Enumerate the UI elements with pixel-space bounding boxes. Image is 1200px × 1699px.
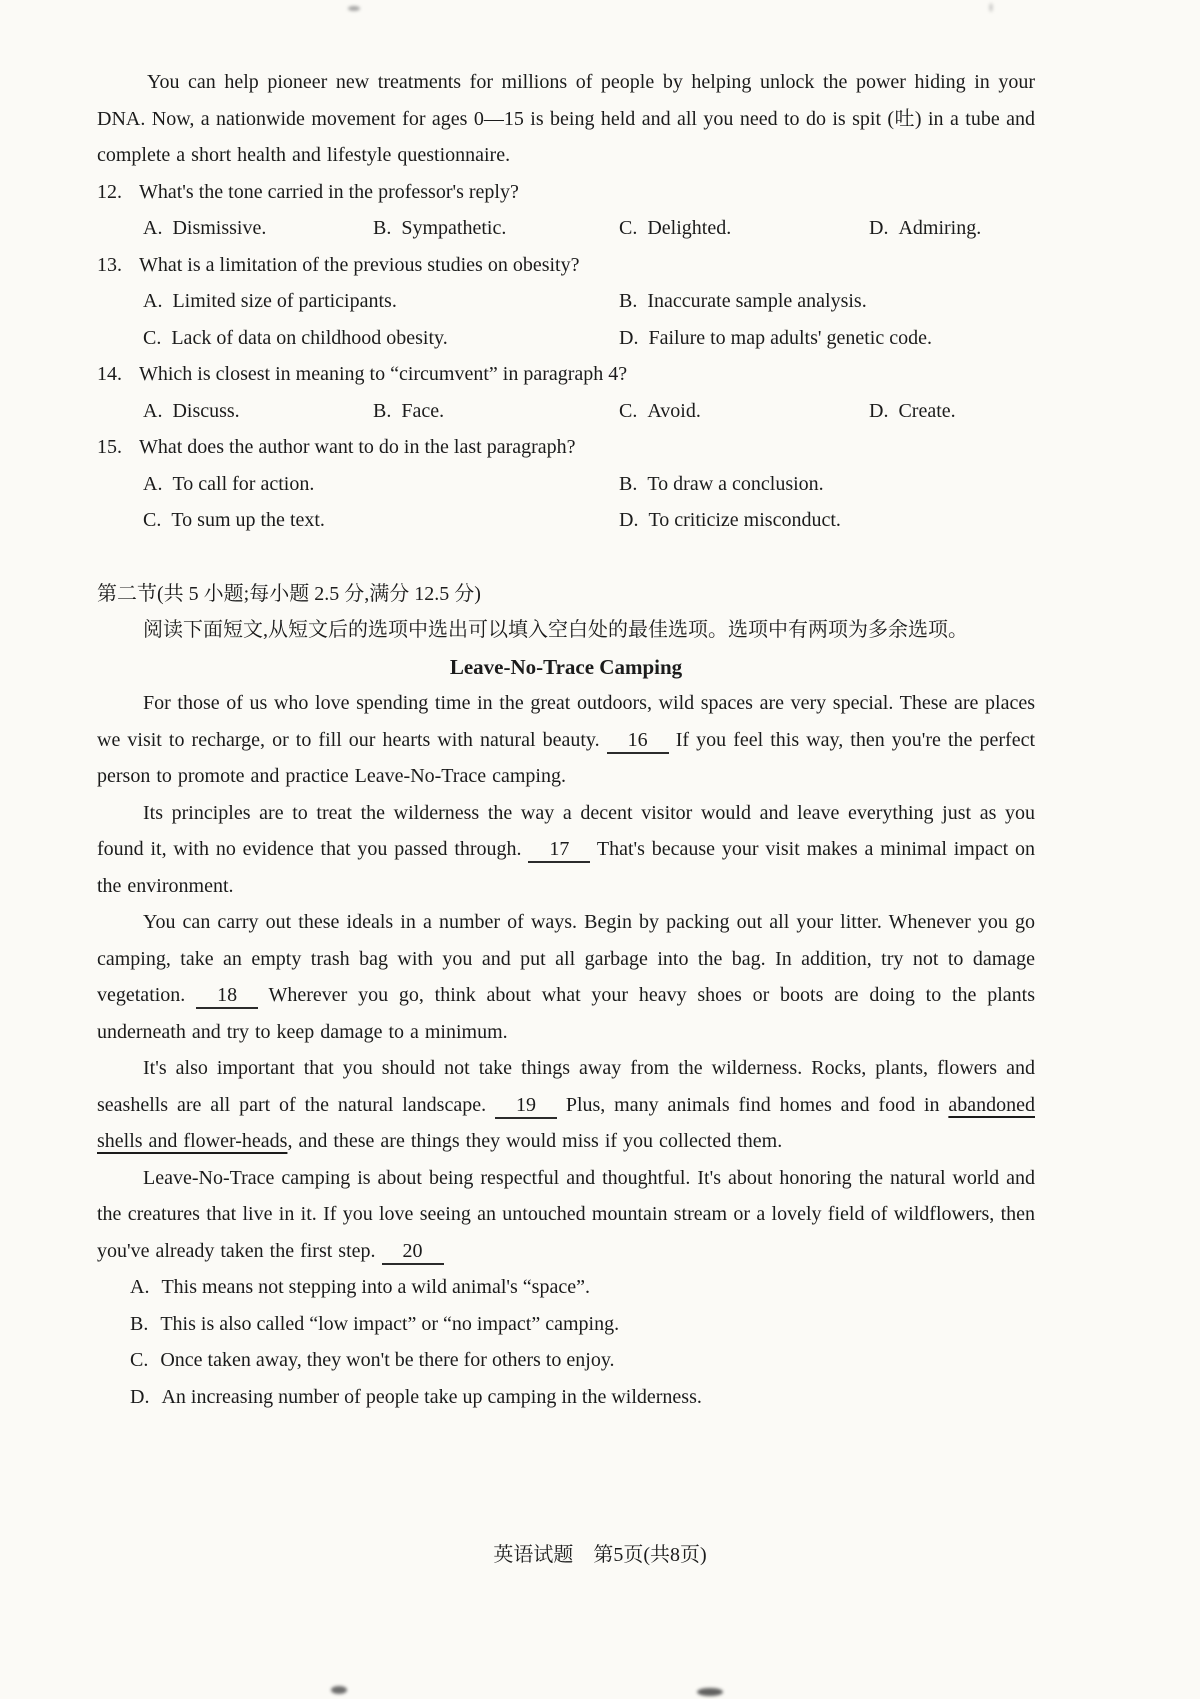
paragraph-text: Its principles are to treat the wilderness the way a decent visitor would and leave everything just as you found it, with no evidence that you passed through. — [97, 801, 1035, 860]
passage-paragraph-1 — [97, 685, 1035, 795]
option-a — [143, 393, 373, 430]
option-text: To criticize misconduct. — [648, 509, 841, 531]
question-14-options — [97, 393, 1035, 430]
page-footer: 英语试题 第5页(共8页) — [493, 1544, 707, 1566]
question-text: What's the tone carried in the professor's reply? — [139, 180, 519, 203]
option-label: D. — [619, 326, 639, 349]
paragraph-text: , and these are things they would miss if you collected them. — [287, 1130, 783, 1152]
option-label: D. — [869, 399, 889, 422]
section-instruction: 阅读下面短文,从短文后的选项中选出可以填入空白处的最佳选项。选项中有两项为多余选项。 — [143, 619, 968, 641]
option-text: Limited size of participants. — [172, 290, 397, 312]
paragraph-text: If you feel this way, then you're the perfect person to promote and practice Leave-No-Trace camping. — [97, 728, 1035, 787]
option-a — [143, 466, 619, 503]
option-label: A. — [143, 290, 163, 312]
option-label: A. — [143, 399, 163, 422]
option-text: Face. — [401, 399, 445, 422]
option-text: To call for action. — [172, 472, 315, 495]
choice-label: C. — [130, 1349, 149, 1371]
option-text: Avoid. — [647, 399, 701, 422]
option-d — [869, 210, 1035, 247]
question-text: What does the author want to do in the last paragraph? — [139, 436, 576, 458]
option-c — [143, 320, 619, 357]
paragraph-text: That's because your visit makes a minimal impact on the environment. — [97, 838, 1035, 897]
option-text: Discuss. — [172, 399, 240, 422]
question-13 — [97, 247, 1035, 357]
question-15-stem — [97, 429, 1035, 466]
paragraph-text: Plus, many animals find homes and food in — [556, 1093, 949, 1116]
scan-artifact — [697, 1688, 723, 1696]
page-content — [97, 64, 1035, 1415]
question-14 — [97, 356, 1035, 429]
option-b — [373, 210, 619, 247]
choice-text: This is also called “low impact” or “no impact” camping. — [160, 1312, 620, 1335]
question-number: 12. — [97, 180, 122, 203]
blank-17: 17 — [528, 838, 590, 863]
choice-a — [130, 1269, 1035, 1306]
question-text: What is a limitation of the previous studies on obesity? — [139, 253, 580, 276]
option-text: To draw a conclusion. — [647, 472, 824, 495]
option-text: Lack of data on childhood obesity. — [171, 326, 448, 349]
option-text: Delighted. — [647, 217, 732, 239]
gap-fill-choices — [97, 1269, 1035, 1415]
option-d — [619, 320, 1035, 357]
option-text: Inaccurate sample analysis. — [647, 290, 867, 312]
option-c — [619, 393, 869, 430]
option-label: D. — [619, 509, 639, 531]
passage-paragraph-5 — [97, 1160, 1035, 1270]
choice-text: Once taken away, they won't be there for others to enjoy. — [160, 1349, 615, 1371]
question-text: Which is closest in meaning to “circumvent” in paragraph 4? — [139, 363, 628, 385]
option-label: A. — [143, 217, 163, 239]
underlined-phrase: abandoned shells and flower-heads — [97, 1093, 1035, 1152]
question-12-options — [97, 210, 1035, 247]
blank-20: 20 — [382, 1240, 444, 1265]
option-d — [619, 502, 1035, 539]
blank-16: 16 — [607, 729, 669, 754]
passage-paragraph-3 — [97, 904, 1035, 1050]
blank-18: 18 — [196, 984, 258, 1009]
option-label: C. — [619, 217, 638, 239]
paragraph-text: You can carry out these ideals in a number of ways. Begin by packing out all your litter. Whenever you go camping, take an empty trash bag with you and put all garbage into the bag. In addition, try not to damage vegetation. — [97, 911, 1035, 1006]
option-text: To sum up the text. — [171, 509, 325, 531]
scan-artifact — [989, 3, 993, 12]
option-b — [619, 283, 1035, 320]
option-label: C. — [143, 509, 162, 531]
question-12-stem — [97, 174, 1035, 211]
option-label: B. — [619, 290, 638, 312]
question-14-stem — [97, 356, 1035, 393]
option-label: B. — [373, 217, 392, 239]
option-text: Admiring. — [898, 217, 982, 239]
option-c — [619, 210, 869, 247]
question-number: 14. — [97, 363, 122, 385]
option-b — [373, 393, 619, 430]
paragraph-text: Leave-No-Trace camping is about being respectful and thoughtful. It's about honoring the natural world and the creatures that live in it. If you love seeing an untouched mountain stream or a lovely field of wildflowers, then you've already taken the first step. — [97, 1166, 1035, 1262]
passage-tail-paragraph: You can help pioneer new treatments for millions of people by helping unlock the power hiding in your DNA. Now, a nationwide movement for ages 0—15 is being held and all you need to do is spit (吐) in a tube and complete a short health and lifestyle questionnaire. — [97, 71, 1035, 166]
option-text: Dismissive. — [172, 217, 267, 239]
paragraph-text: For those of us who love spending time in the great outdoors, wild spaces are very special. These are places we visit to recharge, or to fill our hearts with natural beauty. — [97, 692, 1035, 751]
section-heading: 第二节(共 5 小题;每小题 2.5 分,满分 12.5 分) — [97, 582, 481, 605]
question-13-options — [97, 283, 1035, 356]
option-label: B. — [619, 472, 638, 495]
question-12 — [97, 174, 1035, 247]
option-text: Failure to map adults' genetic code. — [648, 326, 932, 349]
option-label: C. — [619, 399, 638, 422]
question-number: 13. — [97, 253, 122, 276]
option-label: D. — [869, 217, 889, 239]
option-d — [869, 393, 1035, 430]
option-a — [143, 210, 373, 247]
option-label: C. — [143, 326, 162, 349]
choice-label: B. — [130, 1312, 149, 1335]
paragraph-text: It's also important that you should not take things away from the wilderness. Rocks, plants, flowers and seashells are all part of the natural landscape. — [97, 1057, 1035, 1116]
question-number: 15. — [97, 436, 122, 458]
scan-artifact — [348, 6, 360, 11]
passage-paragraph-2 — [97, 795, 1035, 905]
choice-text: An increasing number of people take up camping in the wilderness. — [161, 1385, 702, 1408]
question-15 — [97, 429, 1035, 539]
option-b — [619, 466, 1035, 503]
paragraph-text: Wherever you go, think about what your heavy shoes or boots are doing to the plants underneath and try to keep damage to a minimum. — [97, 984, 1035, 1043]
section-2 — [97, 576, 1035, 1416]
option-text: Create. — [898, 399, 956, 422]
option-a — [143, 283, 619, 320]
question-15-options — [97, 466, 1035, 539]
choice-label: D. — [130, 1385, 150, 1408]
choice-c — [130, 1342, 1035, 1379]
option-label: A. — [143, 472, 163, 495]
option-c — [143, 502, 619, 539]
passage-paragraph-4 — [97, 1050, 1035, 1160]
scan-artifact — [331, 1686, 347, 1694]
choice-text: This means not stepping into a wild animal's “space”. — [161, 1276, 590, 1298]
question-13-stem — [97, 247, 1035, 284]
passage-title: Leave-No-Trace Camping — [449, 654, 683, 679]
choice-label: A. — [130, 1276, 150, 1298]
choice-d — [130, 1379, 1035, 1416]
option-label: B. — [373, 399, 392, 422]
choice-b — [130, 1306, 1035, 1343]
option-text: Sympathetic. — [401, 217, 507, 239]
blank-19: 19 — [495, 1094, 557, 1119]
